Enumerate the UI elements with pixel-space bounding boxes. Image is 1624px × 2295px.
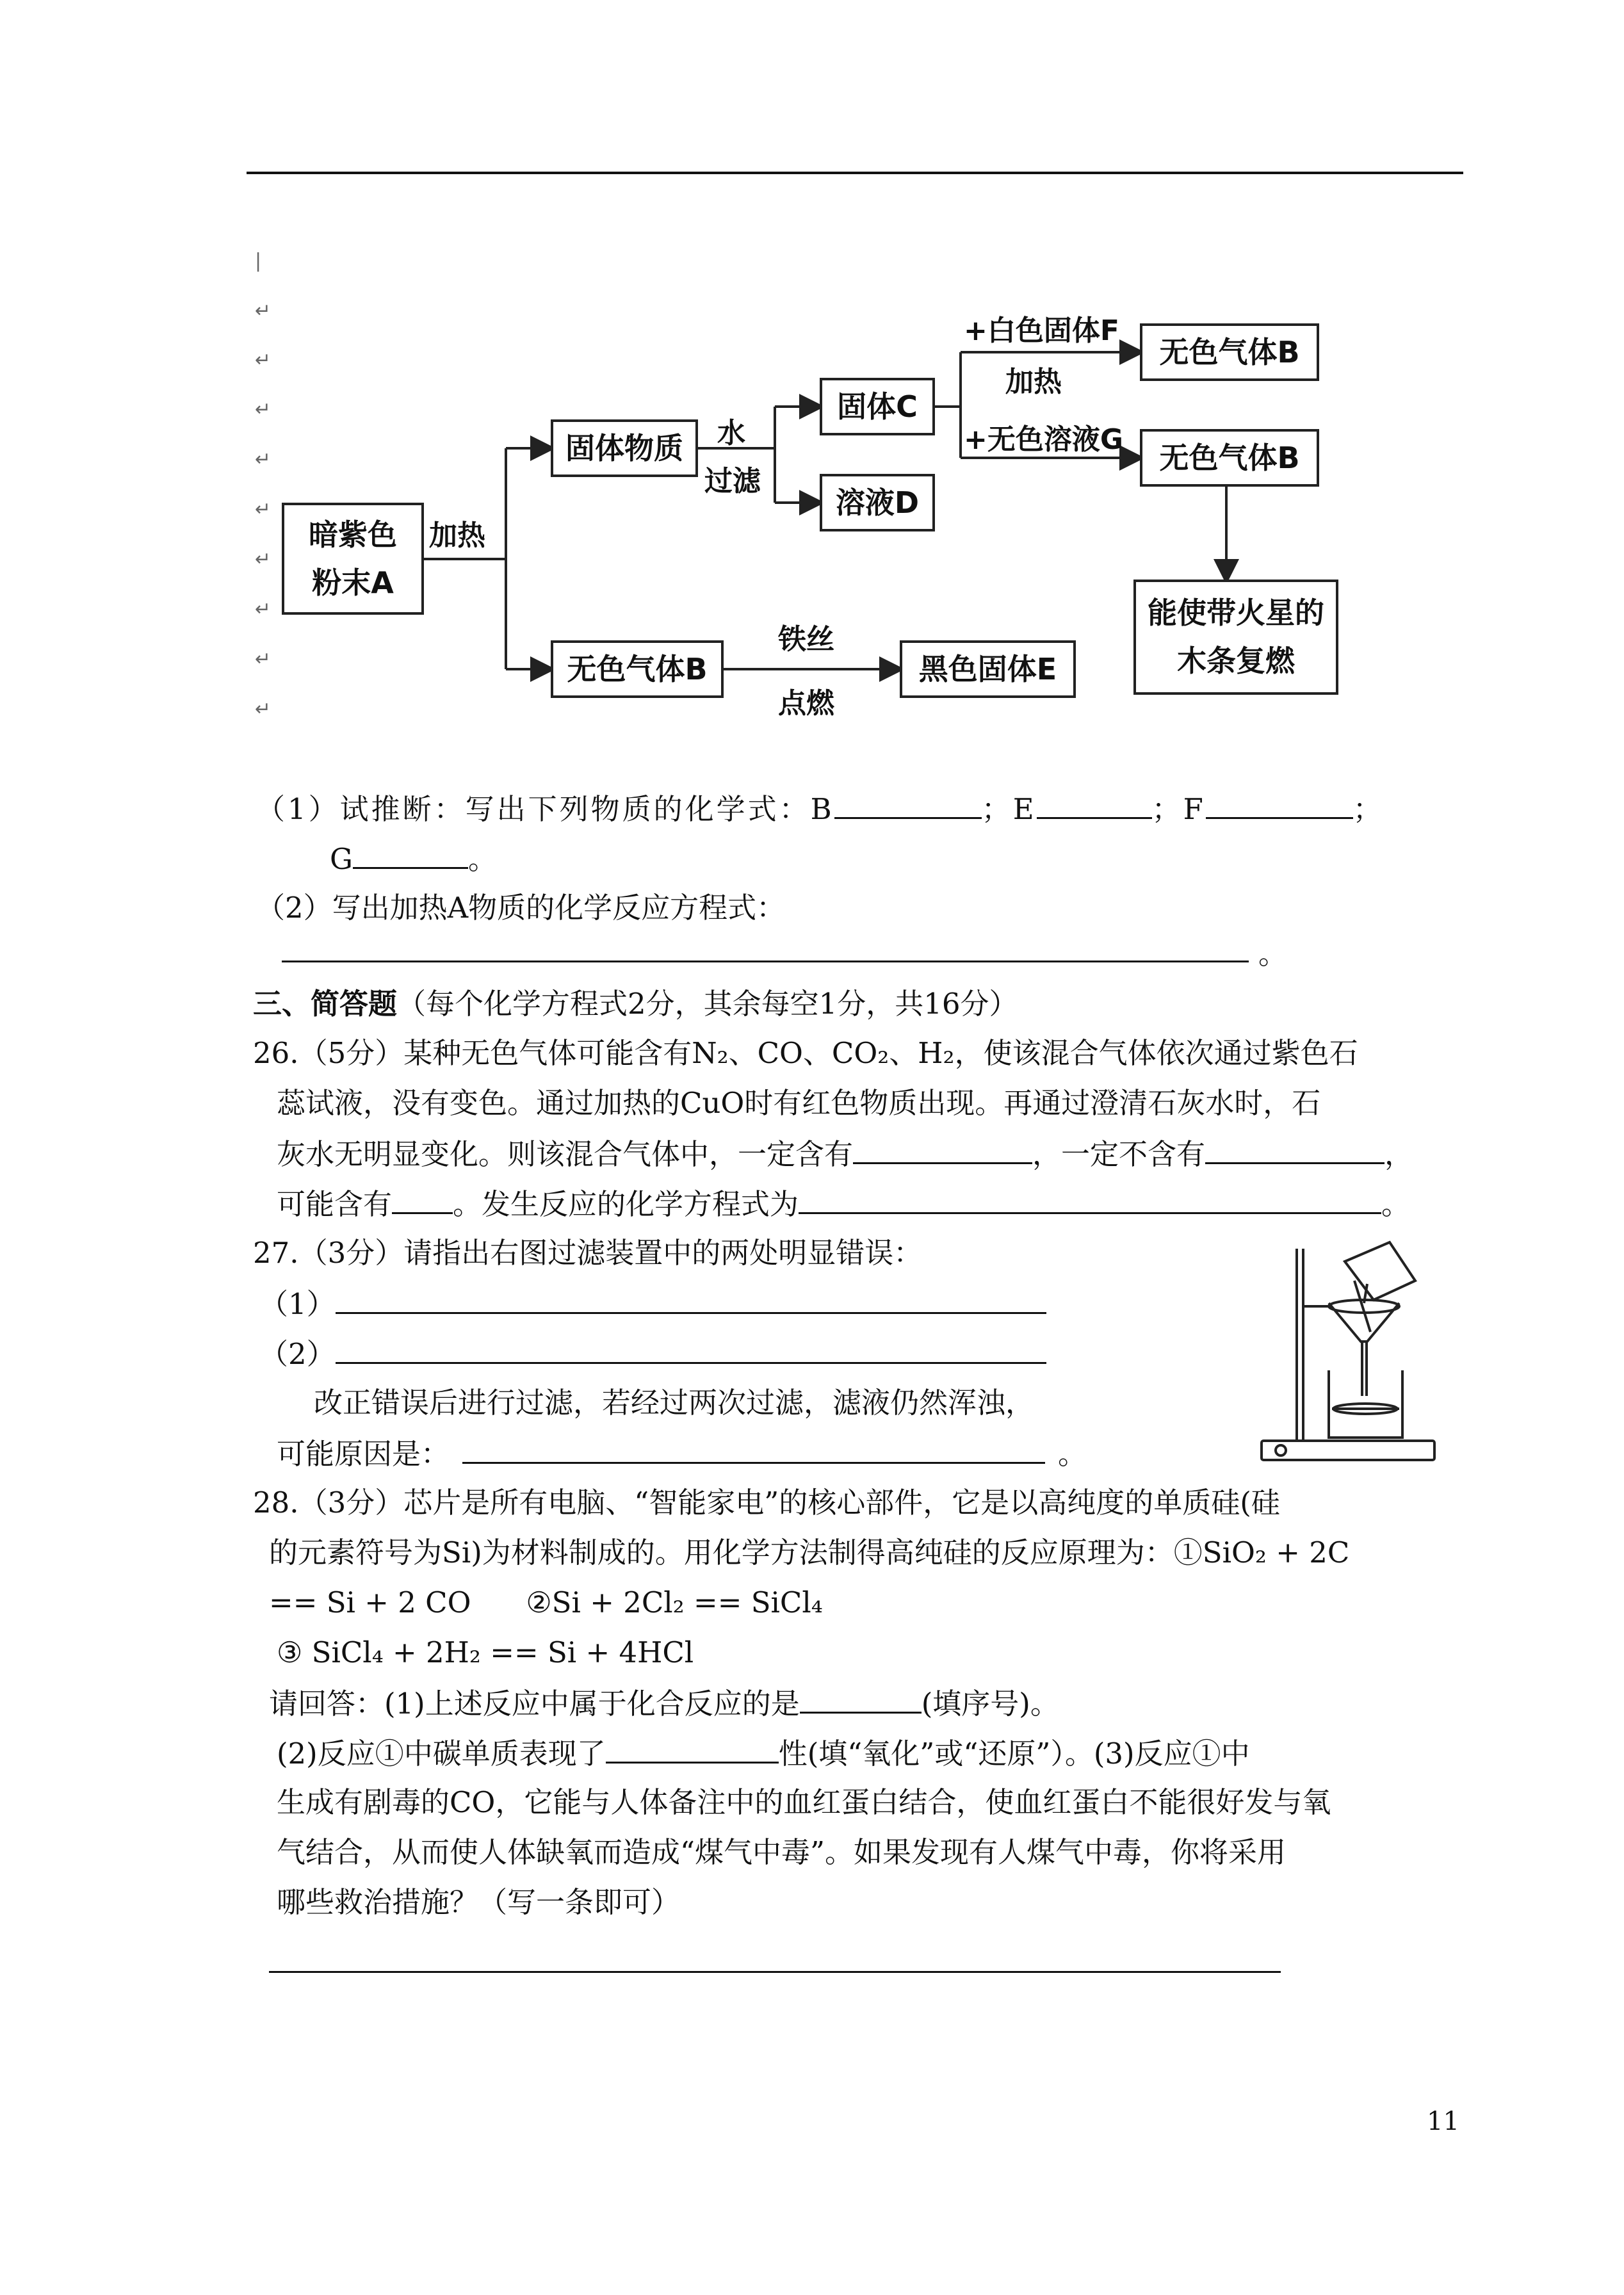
node-powder-a: 暗紫色粉末A xyxy=(282,503,424,615)
q25-answer-line xyxy=(282,961,1249,962)
q27-title: 27.（3分）请指出右图过滤装置中的两处明显错误： xyxy=(253,1236,923,1270)
q27-item2: （2） xyxy=(259,1334,1046,1374)
q26-line4: 可能含有 。发生反应的化学方程式为 。 xyxy=(277,1184,1410,1224)
q28-line5: 请回答：(1)上述反应中属于化合反应的是 (填序号)。 xyxy=(269,1683,1059,1723)
paragraph-mark: ↵ xyxy=(255,698,272,720)
label-add-f-heat: 加热 xyxy=(1005,366,1062,398)
section3-heading: 三、简答题（每个化学方程式2分，其余每空1分，共16分） xyxy=(253,987,1018,1021)
q25-answer-end: 。 xyxy=(1258,937,1288,971)
label-filter: 过滤 xyxy=(704,465,761,498)
q25-line1: （1）试推断：写出下列物质的化学式：B ；E ；F ； xyxy=(256,789,1384,829)
label-heat: 加热 xyxy=(429,519,485,552)
filtration-apparatus-illustration xyxy=(1255,1236,1447,1473)
q28-line4: ③ SiCl₄ + 2H₂ == Si + 4HCl xyxy=(277,1635,694,1669)
paragraph-mark: ↵ xyxy=(255,448,272,471)
label-iron-wire: 铁丝 xyxy=(778,623,834,656)
q28-line3: == Si + 2 CO ②Si + 2Cl₂ == SiCl₄ xyxy=(269,1585,823,1619)
label-water: 水 xyxy=(717,417,745,450)
paragraph-mark: ↵ xyxy=(255,548,272,571)
q25-line3: （2）写出加热A物质的化学反应方程式： xyxy=(256,891,786,925)
paragraph-mark: ↵ xyxy=(255,648,272,670)
q28-line1: 28.（3分）芯片是所有电脑、“智能家电”的核心部件，它是以高纯度的单质硅(硅 xyxy=(253,1486,1280,1520)
paragraph-mark: | xyxy=(255,250,262,272)
paragraph-mark: ↵ xyxy=(255,398,272,421)
node-black-solid-e: 黑色固体E xyxy=(900,640,1076,698)
q28-line9: 哪些救治措施？（写一条即可） xyxy=(277,1885,681,1919)
node-solid-substance: 固体物质 xyxy=(551,419,698,477)
q28-answer-line xyxy=(269,1971,1281,1973)
node-gas-b-1: 无色气体B xyxy=(1140,323,1319,381)
page-number: 11 xyxy=(1427,2107,1459,2136)
label-add-f: +白色固体F xyxy=(964,314,1119,347)
paragraph-mark: ↵ xyxy=(255,300,272,322)
paragraph-mark: ↵ xyxy=(255,598,272,620)
q25-line2: G 。 xyxy=(330,839,497,879)
q26-line3: 灰水无明显变化。则该混合气体中，一定含有 ，一定不含有 ， xyxy=(277,1134,1413,1174)
node-relight: 能使带火星的木条复燃 xyxy=(1133,580,1338,695)
node-gas-b-2: 无色气体B xyxy=(1140,429,1319,487)
q28-line6: (2)反应①中碳单质表现了 性(填“氧化”或“还原”）。(3)反应①中 xyxy=(277,1733,1250,1773)
node-solution-d: 溶液D xyxy=(820,474,935,531)
label-add-g: +无色溶液G xyxy=(964,423,1123,456)
paragraph-mark: ↵ xyxy=(255,498,272,521)
q28-line2: 的元素符号为Si)为材料制成的。用化学方法制得高纯硅的反应原理为：①SiO₂ + 2C xyxy=(269,1536,1350,1569)
flowchart xyxy=(0,0,1624,736)
q28-line7: 生成有剧毒的CO，它能与人体备注中的血红蛋白结合，使血红蛋白不能很好发与氧 xyxy=(277,1785,1331,1819)
q26-line2: 蕊试液，没有变色。通过加热的CuO时有红色物质出现。再通过澄清石灰水时，石 xyxy=(277,1086,1321,1120)
q27-item1: （1） xyxy=(259,1284,1046,1324)
q27-line3: 改正错误后进行过滤，若经过两次过滤，滤液仍然浑浊， xyxy=(314,1386,1035,1420)
q26-line1: 26.（5分）某种无色气体可能含有N₂、CO、CO₂、H₂，使该混合气体依次通过紫色石 xyxy=(253,1036,1358,1070)
q27-line4: 可能原因是： 。 xyxy=(277,1434,1087,1473)
label-ignite: 点燃 xyxy=(778,687,834,720)
node-solid-c: 固体C xyxy=(820,378,935,435)
paragraph-mark: ↵ xyxy=(255,349,272,371)
node-gas-b-3: 无色气体B xyxy=(551,640,724,698)
q28-line8: 气结合，从而使人体缺氧而造成“煤气中毒”。如果发现有人煤气中毒，你将采用 xyxy=(277,1835,1287,1869)
